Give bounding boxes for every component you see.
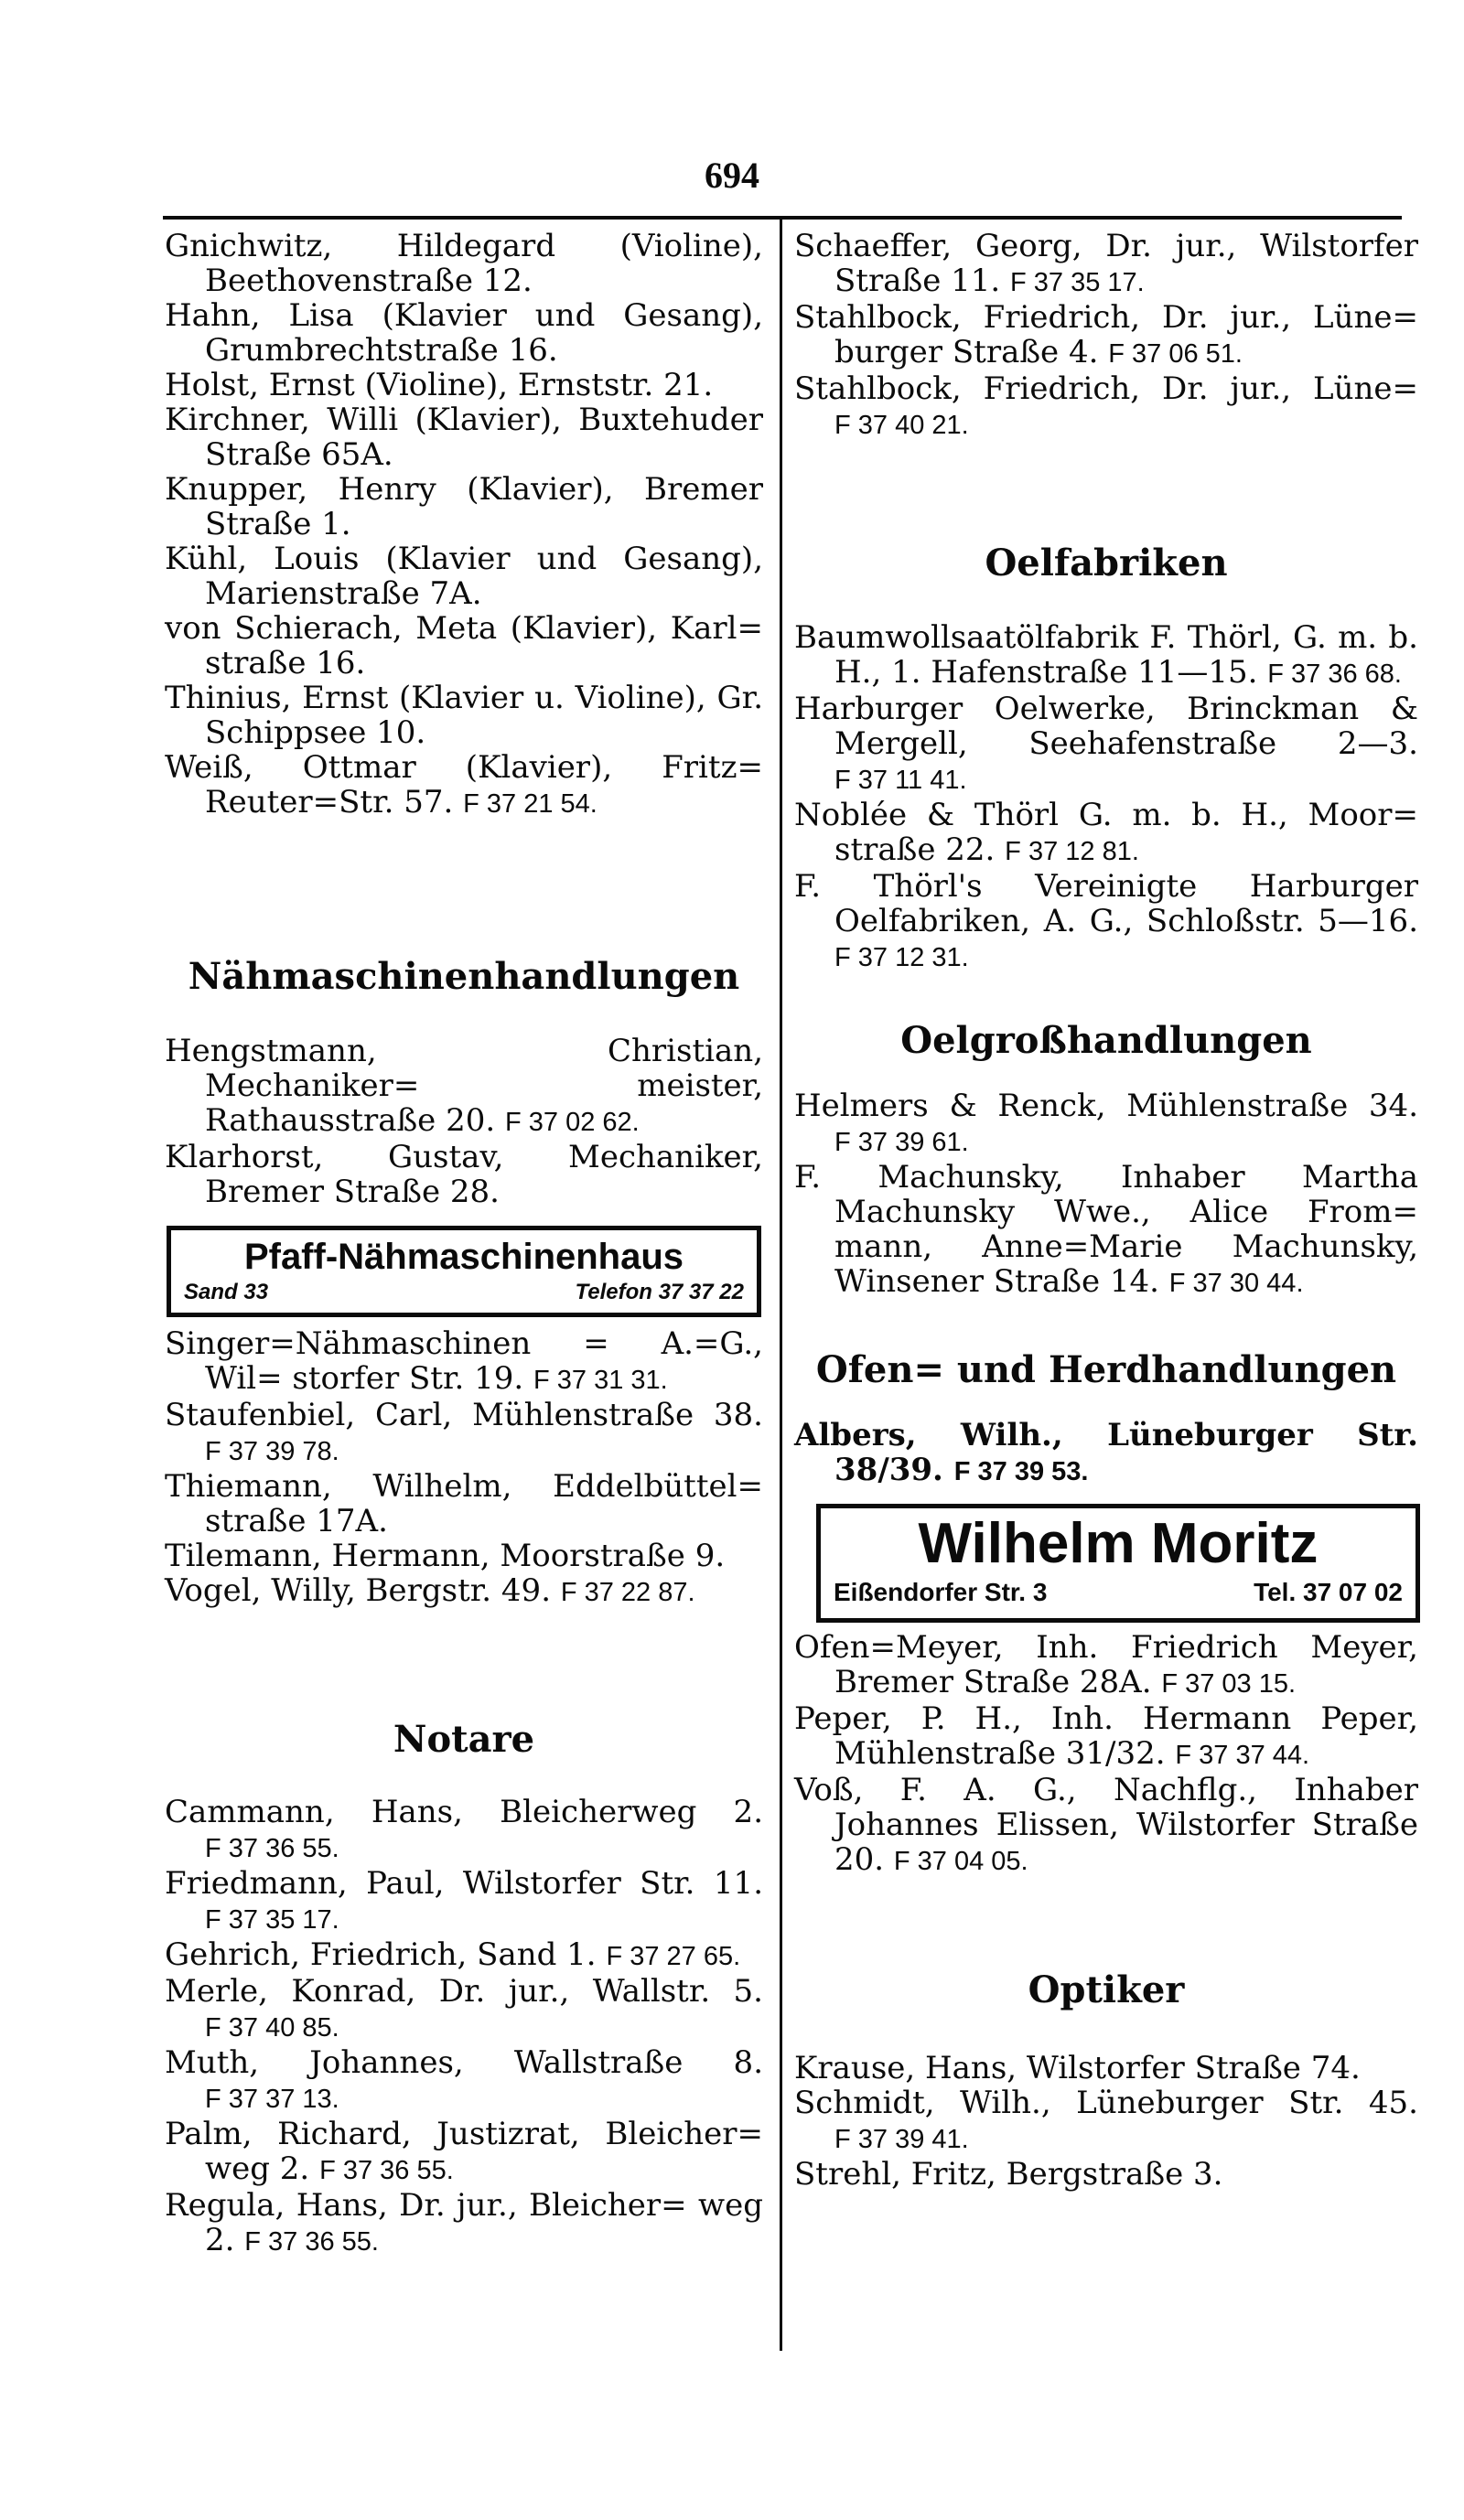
entry-name: F. Machunsky, Inhaber Martha <box>794 1159 1418 1196</box>
entry-address: straße 22. <box>834 831 996 868</box>
entry-address: Bremer Straße 28. <box>205 1174 500 1210</box>
directory-entry <box>165 2188 763 2259</box>
spacer <box>794 975 1418 1021</box>
spacer <box>165 821 763 957</box>
entry-name: Noblée & Thörl G. m. b. H., Moor= <box>794 797 1418 833</box>
entry-address: weg 2. <box>205 2187 763 2258</box>
section-heading-stoves: Ofen= und Herdhandlungen <box>815 1348 1397 1391</box>
entry-address: Straße 11. <box>834 263 1001 299</box>
directory-entry <box>165 472 763 542</box>
entry-phone: F 37 21 54. <box>463 789 597 819</box>
entry-phone: F 37 31 31. <box>533 1366 668 1395</box>
oil-factories-list <box>794 620 1418 975</box>
entry-phone: F 37 36 55. <box>244 2227 379 2257</box>
entry-phone: F 37 02 62. <box>505 1108 640 1137</box>
entry-name: Albers, Wilh., Lüneburger Str. 38/39. <box>794 1417 1418 1488</box>
directory-entry <box>794 2051 1418 2086</box>
entry-address: Straße 65A. <box>205 436 393 473</box>
entry-phone: F 37 03 15. <box>1161 1669 1297 1699</box>
entry-address: Beethovenstraße 12. <box>205 263 533 299</box>
entry-name: Hahn, Lisa (Klavier und Gesang), <box>165 297 763 334</box>
entry-name: Thiemann, Wilhelm, Eddelbüttel= <box>165 1468 763 1505</box>
header-rule <box>163 216 1402 220</box>
entry-address: Gr. Schippsee 10. <box>205 680 764 751</box>
entry-phone: F 37 40 21. <box>834 411 969 440</box>
oil-wholesale-list <box>794 1088 1418 1301</box>
entry-name: Krause, Hans, Wilstorfer Straße 74. <box>794 2050 1361 2086</box>
entry-name: Kirchner, Willi (Klavier), Buxtehuder <box>165 402 763 438</box>
directory-entry <box>165 681 763 750</box>
entry-name: Stahlbock, Friedrich, Dr. jur., Lüne= <box>794 370 1418 407</box>
entry-name: Friedmann, Paul, Wilstorfer Str. 11. <box>165 1865 763 1902</box>
directory-entry <box>165 2117 763 2188</box>
entry-name: Kühl, Louis (Klavier und Gesang), <box>165 541 763 577</box>
directory-entry <box>165 1573 763 1610</box>
spacer <box>794 1061 1418 1088</box>
advertisement-pfaff <box>167 1226 761 1317</box>
directory-entry <box>165 368 763 402</box>
entry-name: Voß, F. A. G., Nachflg., Inhaber <box>794 1772 1418 1808</box>
entry-address: Mühlenstraße 31/32. <box>834 1735 1166 1772</box>
entry-phone: F 37 04 05. <box>893 1847 1028 1876</box>
entry-phone: F 37 36 55. <box>319 2156 454 2185</box>
entry-phone: F 37 39 61. <box>834 1128 969 1157</box>
section-heading-opticians: Optiker <box>1028 1968 1185 2011</box>
entry-phone: F 37 40 85. <box>205 2013 339 2043</box>
entry-address: weg 2. <box>205 2150 310 2187</box>
entry-name: Merle, Konrad, Dr. jur., Wallstr. 5. <box>165 1973 763 2010</box>
spacer <box>165 1610 763 1720</box>
right-column <box>794 229 1418 2192</box>
entry-name: Holst, Ernst (Violine), Ernststr. 21. <box>165 367 714 403</box>
directory-entry <box>794 1088 1418 1160</box>
directory-entry <box>165 229 763 298</box>
directory-entry <box>794 371 1418 443</box>
entry-phone: F 37 30 44. <box>1168 1269 1304 1298</box>
stove-dealers-list-a <box>794 1418 1418 1489</box>
directory-entry <box>794 1773 1418 1879</box>
entry-address: Marienstraße 7A. <box>205 575 482 612</box>
entry-name: Baumwollsaatölfabrik F. Thörl, G. m. <box>794 619 1378 656</box>
section-heading-oil-factories: Oelfabriken <box>985 542 1228 584</box>
ad-details <box>834 1576 1403 1609</box>
spacer <box>794 1879 1418 1970</box>
entry-name: Tilemann, Hermann, Moorstraße 9. <box>165 1538 726 1574</box>
entry-address: meister, Rathausstraße 20. <box>205 1067 763 1139</box>
directory-entry <box>794 1418 1418 1489</box>
directory-entry <box>165 1398 763 1469</box>
directory-entry <box>794 620 1418 692</box>
entry-address: burger Straße 4. <box>834 334 1099 370</box>
ad-phone: Tel. 37 07 02 <box>1254 1578 1403 1606</box>
directory-entry <box>794 1701 1418 1773</box>
directory-entry <box>165 1034 763 1140</box>
stove-dealers-list-b <box>794 1630 1418 1879</box>
entry-phone: F 37 06 51. <box>1108 339 1243 369</box>
entry-phone: F 37 37 13. <box>205 2085 339 2114</box>
directory-entry <box>165 1937 763 1974</box>
entry-name: Peper, P. H., Inh. Hermann Peper, <box>794 1700 1418 1737</box>
directory-entry <box>794 2086 1418 2157</box>
ad-title: Pfaff-Nähmaschinenhaus <box>243 1237 684 1277</box>
directory-entry <box>165 298 763 368</box>
directory-entry <box>794 300 1418 371</box>
directory-entry <box>165 542 763 611</box>
spacer <box>165 1760 763 1795</box>
entry-address: Straße 1. <box>205 506 351 542</box>
entry-phone: F 37 11 41. <box>834 766 967 795</box>
entry-name: Thinius, Ernst (Klavier u. Violine), <box>165 680 706 716</box>
directory-entry <box>794 2157 1418 2192</box>
spacer <box>794 584 1418 620</box>
entry-phone: F 37 22 87. <box>560 1578 695 1607</box>
entry-name: Strehl, Fritz, Bergstraße 3. <box>794 2156 1223 2193</box>
entry-phone: F 37 35 17. <box>205 1905 339 1935</box>
entry-name: Weiß, Ottmar (Klavier), Fritz= <box>165 749 763 786</box>
entry-name: Cammann, Hans, Bleicherweg 2. <box>165 1794 763 1830</box>
directory-entry <box>794 1160 1418 1301</box>
entry-name: Regula, Hans, Dr. jur., Bleicher= <box>165 2187 687 2224</box>
directory-entry <box>794 869 1418 975</box>
entry-name: Staufenbiel, Carl, Mühlenstraße 38. <box>165 1397 763 1433</box>
directory-entry <box>794 1630 1418 1701</box>
spacer <box>165 997 763 1034</box>
section-heading-notaries: Notare <box>393 1718 535 1761</box>
entry-name: Harburger Oelwerke, Brinckman & <box>794 691 1418 727</box>
entry-phone: F 37 27 65. <box>606 1942 741 1971</box>
directory-entry <box>794 229 1418 300</box>
section-heading-oil-wholesale: Oelgroßhandlungen <box>900 1019 1312 1062</box>
entry-address: straße 16. <box>205 645 366 681</box>
entry-phone: F 37 36 68. <box>1267 659 1402 689</box>
entry-address: b. H., 1. Hafenstraße 11—15. <box>834 619 1418 691</box>
entry-name: Palm, Richard, Justizrat, Bleicher= <box>165 2116 763 2152</box>
music-teachers-list <box>165 229 763 821</box>
directory-entry <box>165 1974 763 2045</box>
entry-phone: F 37 37 44. <box>1175 1741 1310 1770</box>
directory-entry <box>165 402 763 472</box>
entry-address: straße 17A. <box>205 1503 388 1539</box>
ad-title: Wilhelm Moritz <box>918 1512 1319 1575</box>
sewing-machine-dealers-list-a <box>165 1034 763 1209</box>
entry-name: F. Thörl's Vereinigte Harburger <box>794 868 1418 905</box>
entry-address: Johannes Elissen, Wilstorfer Straße 20. <box>834 1807 1418 1878</box>
directory-entry <box>165 1795 763 1866</box>
spacer <box>794 1301 1418 1350</box>
directory-entry <box>794 692 1418 798</box>
entry-name: Muth, Johannes, Wallstraße 8. <box>165 2044 763 2081</box>
entry-phone: F 37 12 31. <box>834 943 969 972</box>
entry-phone: F 37 39 53. <box>953 1457 1089 1486</box>
notaries-continued-list <box>794 229 1418 443</box>
entry-address: storfer Str. 19. <box>292 1360 524 1397</box>
entry-address: Mergell, Seehafenstraße 2—3. <box>834 725 1418 762</box>
directory-entry <box>794 798 1418 869</box>
directory-entry <box>165 2045 763 2117</box>
entry-phone: F 37 39 78. <box>205 1437 339 1466</box>
opticians-list <box>794 2051 1418 2192</box>
entry-name: Klarhorst, Gustav, Mechaniker, <box>165 1139 763 1175</box>
entry-address: Oelfabriken, A. G., Schloßstr. 5—16. <box>834 903 1418 939</box>
advertisement-wilhelm-moritz <box>816 1504 1420 1623</box>
entry-name: Stahlbock, Friedrich, Dr. jur., Lüne= <box>794 299 1418 336</box>
entry-phone: F 37 35 17. <box>1010 268 1145 297</box>
spacer <box>794 2011 1418 2051</box>
entry-name: Singer=Nähmaschinen = A.=G., Wil= <box>165 1325 763 1397</box>
entry-name: Schaeffer, Georg, Dr. jur., Wilstorfer <box>794 228 1418 264</box>
page-number: 694 <box>705 155 759 196</box>
directory-entry <box>165 1469 763 1539</box>
directory-entry <box>165 1140 763 1209</box>
entry-name: Knupper, Henry (Klavier), Bremer <box>165 471 763 508</box>
entry-name: Ofen=Meyer, Inh. Friedrich Meyer, <box>794 1629 1418 1666</box>
ad-details <box>184 1278 744 1307</box>
ad-address: Eißendorfer Str. 3 <box>834 1578 1048 1606</box>
spacer <box>794 443 1418 543</box>
entry-address: Reuter=Str. 57. <box>205 784 454 820</box>
entry-name: Schmidt, Wilh., Lüneburger Str. 45. <box>794 2085 1418 2121</box>
entry-name: Vogel, Willy, Bergstr. 49. <box>165 1572 551 1609</box>
directory-entry <box>165 1539 763 1573</box>
entry-phone: F 37 39 41. <box>834 2125 969 2154</box>
entry-address: Bremer Straße 28A. <box>834 1664 1152 1700</box>
entry-phone: F 37 36 55. <box>205 1834 339 1863</box>
entry-name: von Schierach, Meta (Klavier), Karl= <box>165 610 763 647</box>
entry-address: Machunsky Wwe., Alice From= mann, Anne=Marie Machunsky, Winsener Straße 14. <box>834 1194 1418 1300</box>
entry-phone: F 37 12 81. <box>1005 837 1139 866</box>
section-heading-sewing-machines: Nähmaschinenhandlungen <box>188 955 740 998</box>
entry-name: Gnichwitz, Hildegard (Violine), <box>165 228 763 264</box>
column-divider <box>780 220 782 2351</box>
ad-address: Sand 33 <box>184 1280 269 1304</box>
ad-phone: Telefon 37 37 22 <box>575 1280 744 1304</box>
directory-entry <box>165 750 763 821</box>
entry-address: Grumbrechtstraße 16. <box>205 332 558 369</box>
directory-entry <box>165 1866 763 1937</box>
entry-name: Helmers & Renck, Mühlenstraße 34. <box>794 1088 1418 1124</box>
directory-entry <box>165 611 763 681</box>
directory-entry <box>165 1326 763 1398</box>
notaries-list <box>165 1795 763 2259</box>
spacer <box>794 1390 1418 1418</box>
entry-name: Gehrich, Friedrich, Sand 1. <box>165 1936 597 1973</box>
entry-name: Hengstmann, Christian, Mechaniker= <box>165 1033 763 1104</box>
sewing-machine-dealers-list-b <box>165 1326 763 1610</box>
left-column <box>165 229 763 2259</box>
